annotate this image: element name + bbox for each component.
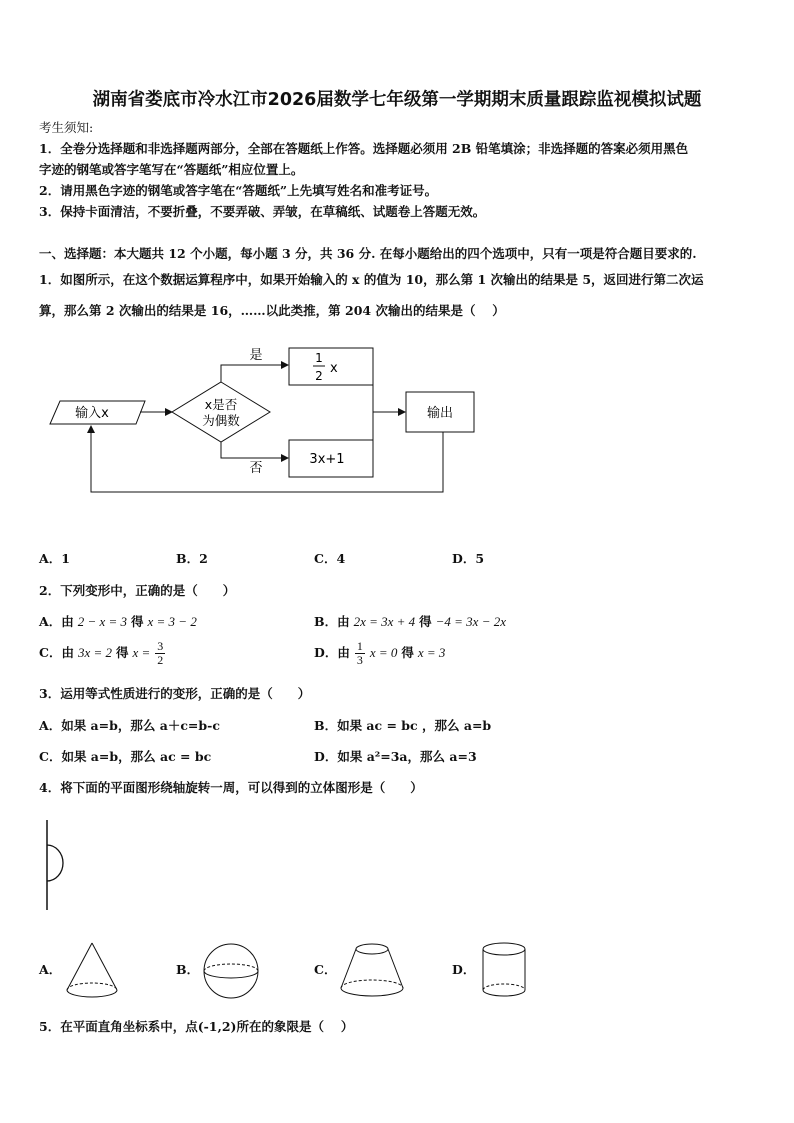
notice-item-2: 2．请用黑色字迹的钢笔或答字笔在“答题纸”上先填写姓名和准考证号。 — [39, 183, 438, 198]
q4-plane-figure — [38, 818, 78, 914]
q4-option-c-frustum — [336, 940, 408, 1002]
flow-decision-line2: 为偶数 — [202, 413, 240, 428]
flow-triple-label: 3x+1 — [309, 452, 345, 467]
notice-heading: 考生须知: — [39, 120, 94, 135]
q2-stem: 2．下列变形中，正确的是（ ） — [39, 583, 236, 598]
q1-stem-line2: 算，那么第 2 次输出的结果是 16，……以此类推，第 204 次输出的结果是（ ） — [39, 303, 505, 318]
q2-option-b: B．由 2x = 3x + 4 得 −4 = 3x − 2x — [314, 614, 506, 629]
notice-item-1-cont: 字迹的钢笔或答字笔写在“答题纸”相应位置上。 — [39, 162, 304, 177]
q4-option-b-label: B． — [176, 962, 200, 977]
q4-option-a-label: A． — [39, 962, 62, 977]
q1-option-d: D．5 — [452, 551, 485, 566]
q5-stem: 5．在平面直角坐标系中，点(-1,2)所在的象限是（ ） — [39, 1019, 354, 1034]
q1-flowchart — [0, 330, 794, 510]
q3-stem: 3．运用等式性质进行的变形，正确的是（ ） — [39, 686, 311, 701]
notice-item-3: 3．保持卡面清洁，不要折叠，不要弄破、弄皱，在草稿纸、试题卷上答题无效。 — [39, 204, 486, 219]
flow-half-var: x — [330, 361, 338, 376]
flow-yes-label: 是 — [249, 348, 263, 363]
flow-decision-line1: x是否 — [204, 397, 238, 412]
q3-option-c: C．如果 a=b，那么 ac = bc — [39, 749, 212, 764]
flow-decision-diamond — [172, 382, 270, 442]
q4-option-a-cone — [62, 940, 122, 1002]
flow-no-label: 否 — [249, 461, 263, 476]
q4-option-b-sphere — [200, 943, 262, 1001]
q3-option-d: D．如果 a²=3a，那么 a=3 — [314, 749, 477, 764]
q4-stem: 4．将下面的平面图形绕轴旋转一周，可以得到的立体图形是（ ） — [39, 780, 423, 795]
q1-option-b: B．2 — [176, 551, 208, 566]
q4-option-d-cylinder — [478, 940, 530, 1002]
flow-output-label: 输出 — [426, 406, 454, 421]
q2-option-d: D．由 $\frac{1}{3}$ x = 0 得 x = 3 — [314, 639, 446, 667]
flow-half-den: 2 — [315, 369, 323, 383]
q1-option-a: A．1 — [39, 551, 70, 566]
section-heading: 一、选择题：本大题共 12 个小题，每小题 3 分，共 36 分. 在每小题给出的四个选项中，只有一项是符合题目要求的. — [39, 246, 697, 261]
flow-input-label: 输入x — [75, 406, 109, 421]
q4-option-d-label: D． — [452, 962, 476, 977]
flow-arrow-loop — [91, 426, 443, 492]
q2-option-c: C．由 3x = 2 得 x = $\frac{3}{2}$ — [39, 639, 164, 667]
q3-option-b: B．如果 ac = bc ，那么 a=b — [314, 718, 492, 733]
q3-option-a: A．如果 a=b，那么 a＋c=b-c — [39, 718, 220, 733]
notice-item-1: 1．全卷分选择题和非选择题两部分，全部在答题纸上作答。选择题必须用 2B 铅笔填涂；非选择题的答案必须用黑色 — [39, 141, 689, 156]
q2-option-a: A．由 2 − x = 3 得 x = 3 − 2 — [39, 614, 197, 629]
flow-arrow-no — [221, 442, 288, 458]
flow-half-num: 1 — [315, 351, 323, 365]
q4-option-c-label: C． — [314, 962, 337, 977]
q1-stem-line1: 1．如图所示，在这个数据运算程序中，如果开始输入的 x 的值为 10，那么第 1 次输出的结果是 5，返回进行第二次运 — [39, 272, 704, 287]
q1-option-c: C．4 — [314, 551, 346, 566]
flow-arrow-yes — [221, 365, 288, 382]
page-title: 湖南省娄底市冷水江市2026届数学七年级第一学期期末质量跟踪监视模拟试题 — [92, 90, 702, 110]
